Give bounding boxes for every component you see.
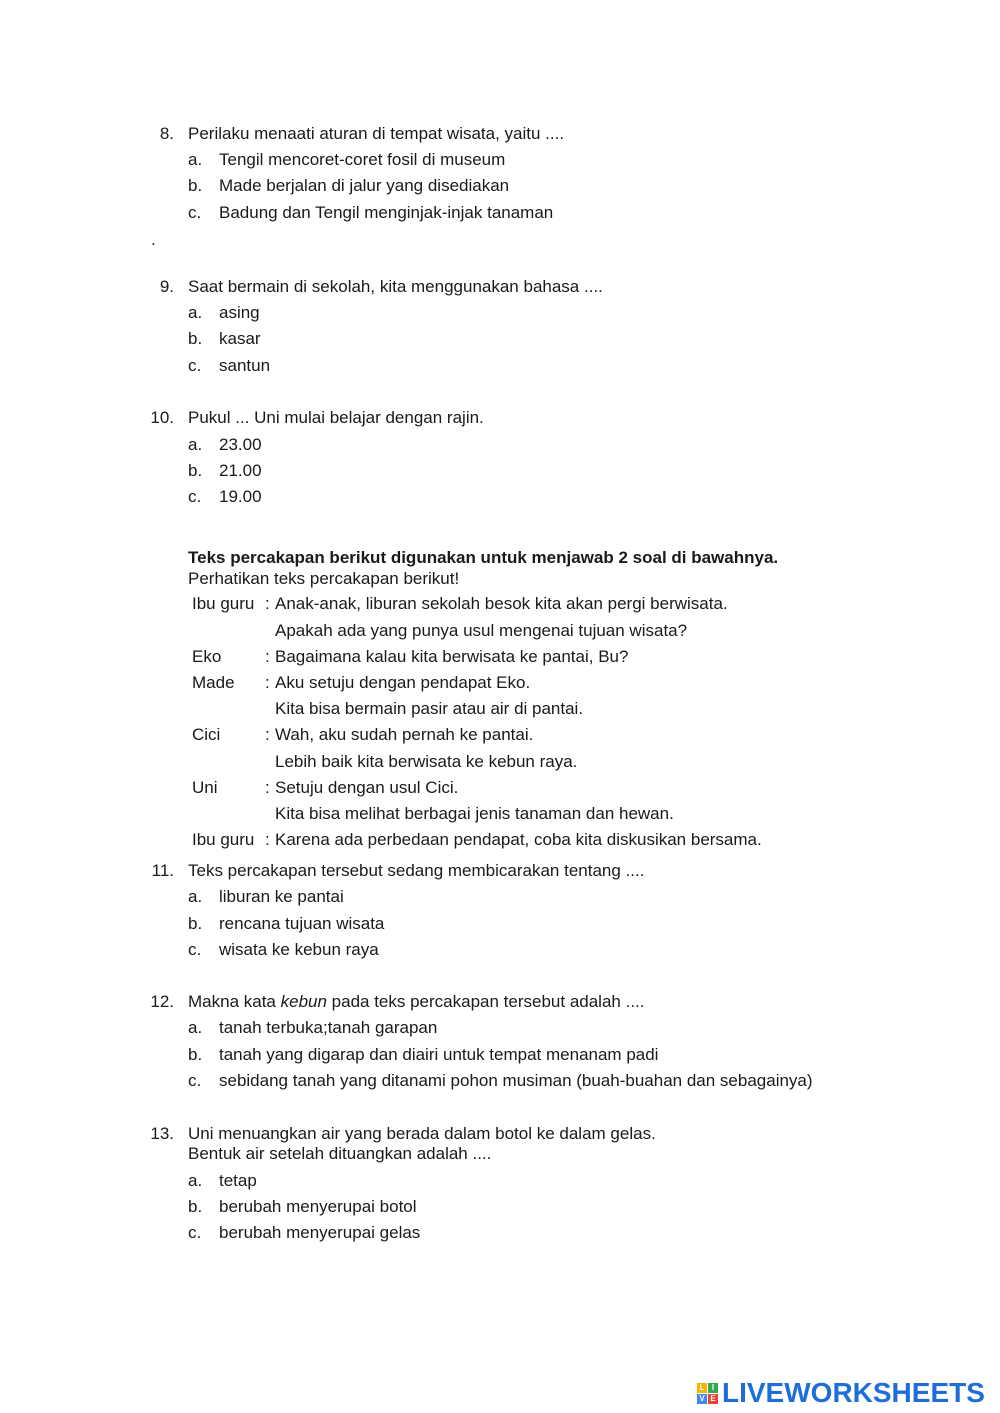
question-12-text-italic: kebun: [280, 992, 327, 1011]
question-12-option-c-letter: c.: [188, 1071, 202, 1090]
dialogue-speaker: Ibu guru: [192, 830, 255, 849]
dialogue-speaker: Cici: [192, 725, 221, 744]
question-9-option-c-letter: c.: [188, 356, 202, 375]
question-12-option-b-letter: b.: [188, 1045, 203, 1064]
question-13-text-line2: Bentuk air setelah dituangkan adalah ....: [188, 1144, 492, 1163]
question-8-option-b: Made berjalan di jalur yang disediakan: [219, 176, 510, 195]
question-10-option-b: 21.00: [219, 461, 262, 480]
question-8-option-c: Badung dan Tengil menginjak-injak tanaman: [219, 203, 554, 222]
question-13-text-line1: Uni menuangkan air yang berada dalam botol ke dalam gelas.: [188, 1124, 656, 1143]
question-11-option-b: rencana tujuan wisata: [219, 914, 385, 933]
question-11-option-a-letter: a.: [188, 887, 203, 906]
question-11-option-c: wisata ke kebun raya: [219, 940, 379, 959]
question-9-option-a-letter: a.: [188, 303, 203, 322]
question-10-number: 10.: [150, 408, 174, 427]
dialogue-colon: :: [265, 673, 270, 692]
question-13-option-b: berubah menyerupai botol: [219, 1197, 417, 1216]
dialogue-speaker: Ibu guru: [192, 594, 255, 613]
logo-tile: E: [708, 1394, 718, 1404]
liveworksheets-logo: [697, 1378, 985, 1408]
question-10-text: Pukul ... Uni mulai belajar dengan rajin.: [188, 408, 484, 427]
question-9-text: Saat bermain di sekolah, kita menggunakan bahasa ....: [188, 277, 603, 296]
question-8-option-b-letter: b.: [188, 176, 203, 195]
question-10-option-a-letter: a.: [188, 435, 203, 454]
dialogue-line: Lebih baik kita berwisata ke kebun raya.: [275, 752, 578, 771]
question-10-option-a: 23.00: [219, 435, 262, 454]
question-13-option-a-letter: a.: [188, 1171, 203, 1190]
question-9-option-c: santun: [219, 356, 271, 375]
question-11-number: 11.: [151, 861, 174, 880]
question-8-number: 8.: [159, 124, 174, 143]
dialogue-colon: :: [265, 778, 270, 797]
question-12-text-before: Makna kata: [188, 992, 281, 1011]
question-12-option-a-letter: a.: [188, 1018, 203, 1037]
dialogue-intro: Perhatikan teks percakapan berikut!: [188, 569, 460, 588]
question-12-option-a: tanah terbuka;tanah garapan: [219, 1018, 438, 1037]
question-9-number: 9.: [159, 277, 174, 296]
dialogue-line: Anak-anak, liburan sekolah besok kita akan pergi berwisata.: [275, 594, 728, 613]
dialogue-line: Apakah ada yang punya usul mengenai tujuan wisata?: [275, 621, 688, 640]
dialogue-speaker: Uni: [192, 778, 218, 797]
question-12-option-b: tanah yang digarap dan diairi untuk tempat menanam padi: [219, 1045, 659, 1064]
question-9-option-b: kasar: [219, 329, 261, 348]
dialogue-colon: :: [265, 830, 270, 849]
question-13-option-c: berubah menyerupai gelas: [219, 1223, 421, 1242]
liveworksheets-logo-icon: [697, 1383, 718, 1404]
dialogue-colon: :: [265, 647, 270, 666]
question-13-number: 13.: [150, 1124, 174, 1143]
logo-tile: V: [697, 1394, 707, 1404]
dialogue-speaker: Eko: [192, 647, 222, 666]
dialogue-line: Kita bisa melihat berbagai jenis tanaman dan hewan.: [275, 804, 674, 823]
dialogue-line: Aku setuju dengan pendapat Eko.: [275, 673, 531, 692]
dialogue-heading: Teks percakapan berikut digunakan untuk menjawab 2 soal di bawahnya.: [188, 548, 779, 567]
question-11-option-b-letter: b.: [188, 914, 203, 933]
dialogue-line: Wah, aku sudah pernah ke pantai.: [275, 725, 534, 744]
question-8-text: Perilaku menaati aturan di tempat wisata, yaitu ....: [188, 124, 565, 143]
question-8-option-a: Tengil mencoret-coret fosil di museum: [219, 150, 506, 169]
dialogue-line: Kita bisa bermain pasir atau air di pantai.: [275, 699, 584, 718]
question-12-text: [188, 992, 644, 1012]
question-8-option-c-letter: c.: [188, 203, 202, 222]
stray-dot: .: [151, 230, 156, 249]
dialogue-line: Setuju dengan usul Cici.: [275, 778, 459, 797]
dialogue-speaker: Made: [192, 673, 235, 692]
logo-tile: I: [708, 1383, 718, 1393]
dialogue-colon: :: [265, 594, 270, 613]
question-10-option-c-letter: c.: [188, 487, 202, 506]
dialogue-line: Bagaimana kalau kita berwisata ke pantai, Bu?: [275, 647, 629, 666]
question-10-option-b-letter: b.: [188, 461, 203, 480]
question-9-option-a: asing: [219, 303, 260, 322]
question-10-option-c: 19.00: [219, 487, 262, 506]
question-13-option-a: tetap: [219, 1171, 257, 1190]
dialogue-line: Karena ada perbedaan pendapat, coba kita diskusikan bersama.: [275, 830, 762, 849]
question-11-text: Teks percakapan tersebut sedang membicarakan tentang ....: [188, 861, 645, 880]
question-12-text-after: pada teks percakapan tersebut adalah ....: [326, 992, 645, 1011]
liveworksheets-brand-text: LIVEWORKSHEETS: [722, 1377, 985, 1408]
question-12-number: 12.: [150, 992, 174, 1011]
question-13-option-c-letter: c.: [188, 1223, 202, 1242]
question-8-option-a-letter: a.: [188, 150, 203, 169]
question-11-option-c-letter: c.: [188, 940, 202, 959]
question-11-option-a: liburan ke pantai: [219, 887, 344, 906]
dialogue-colon: :: [265, 725, 270, 744]
question-13-option-b-letter: b.: [188, 1197, 203, 1216]
question-12-option-c: sebidang tanah yang ditanami pohon musiman (buah-buahan dan sebagainya): [219, 1071, 813, 1090]
logo-tile: L: [697, 1383, 707, 1393]
question-9-option-b-letter: b.: [188, 329, 203, 348]
